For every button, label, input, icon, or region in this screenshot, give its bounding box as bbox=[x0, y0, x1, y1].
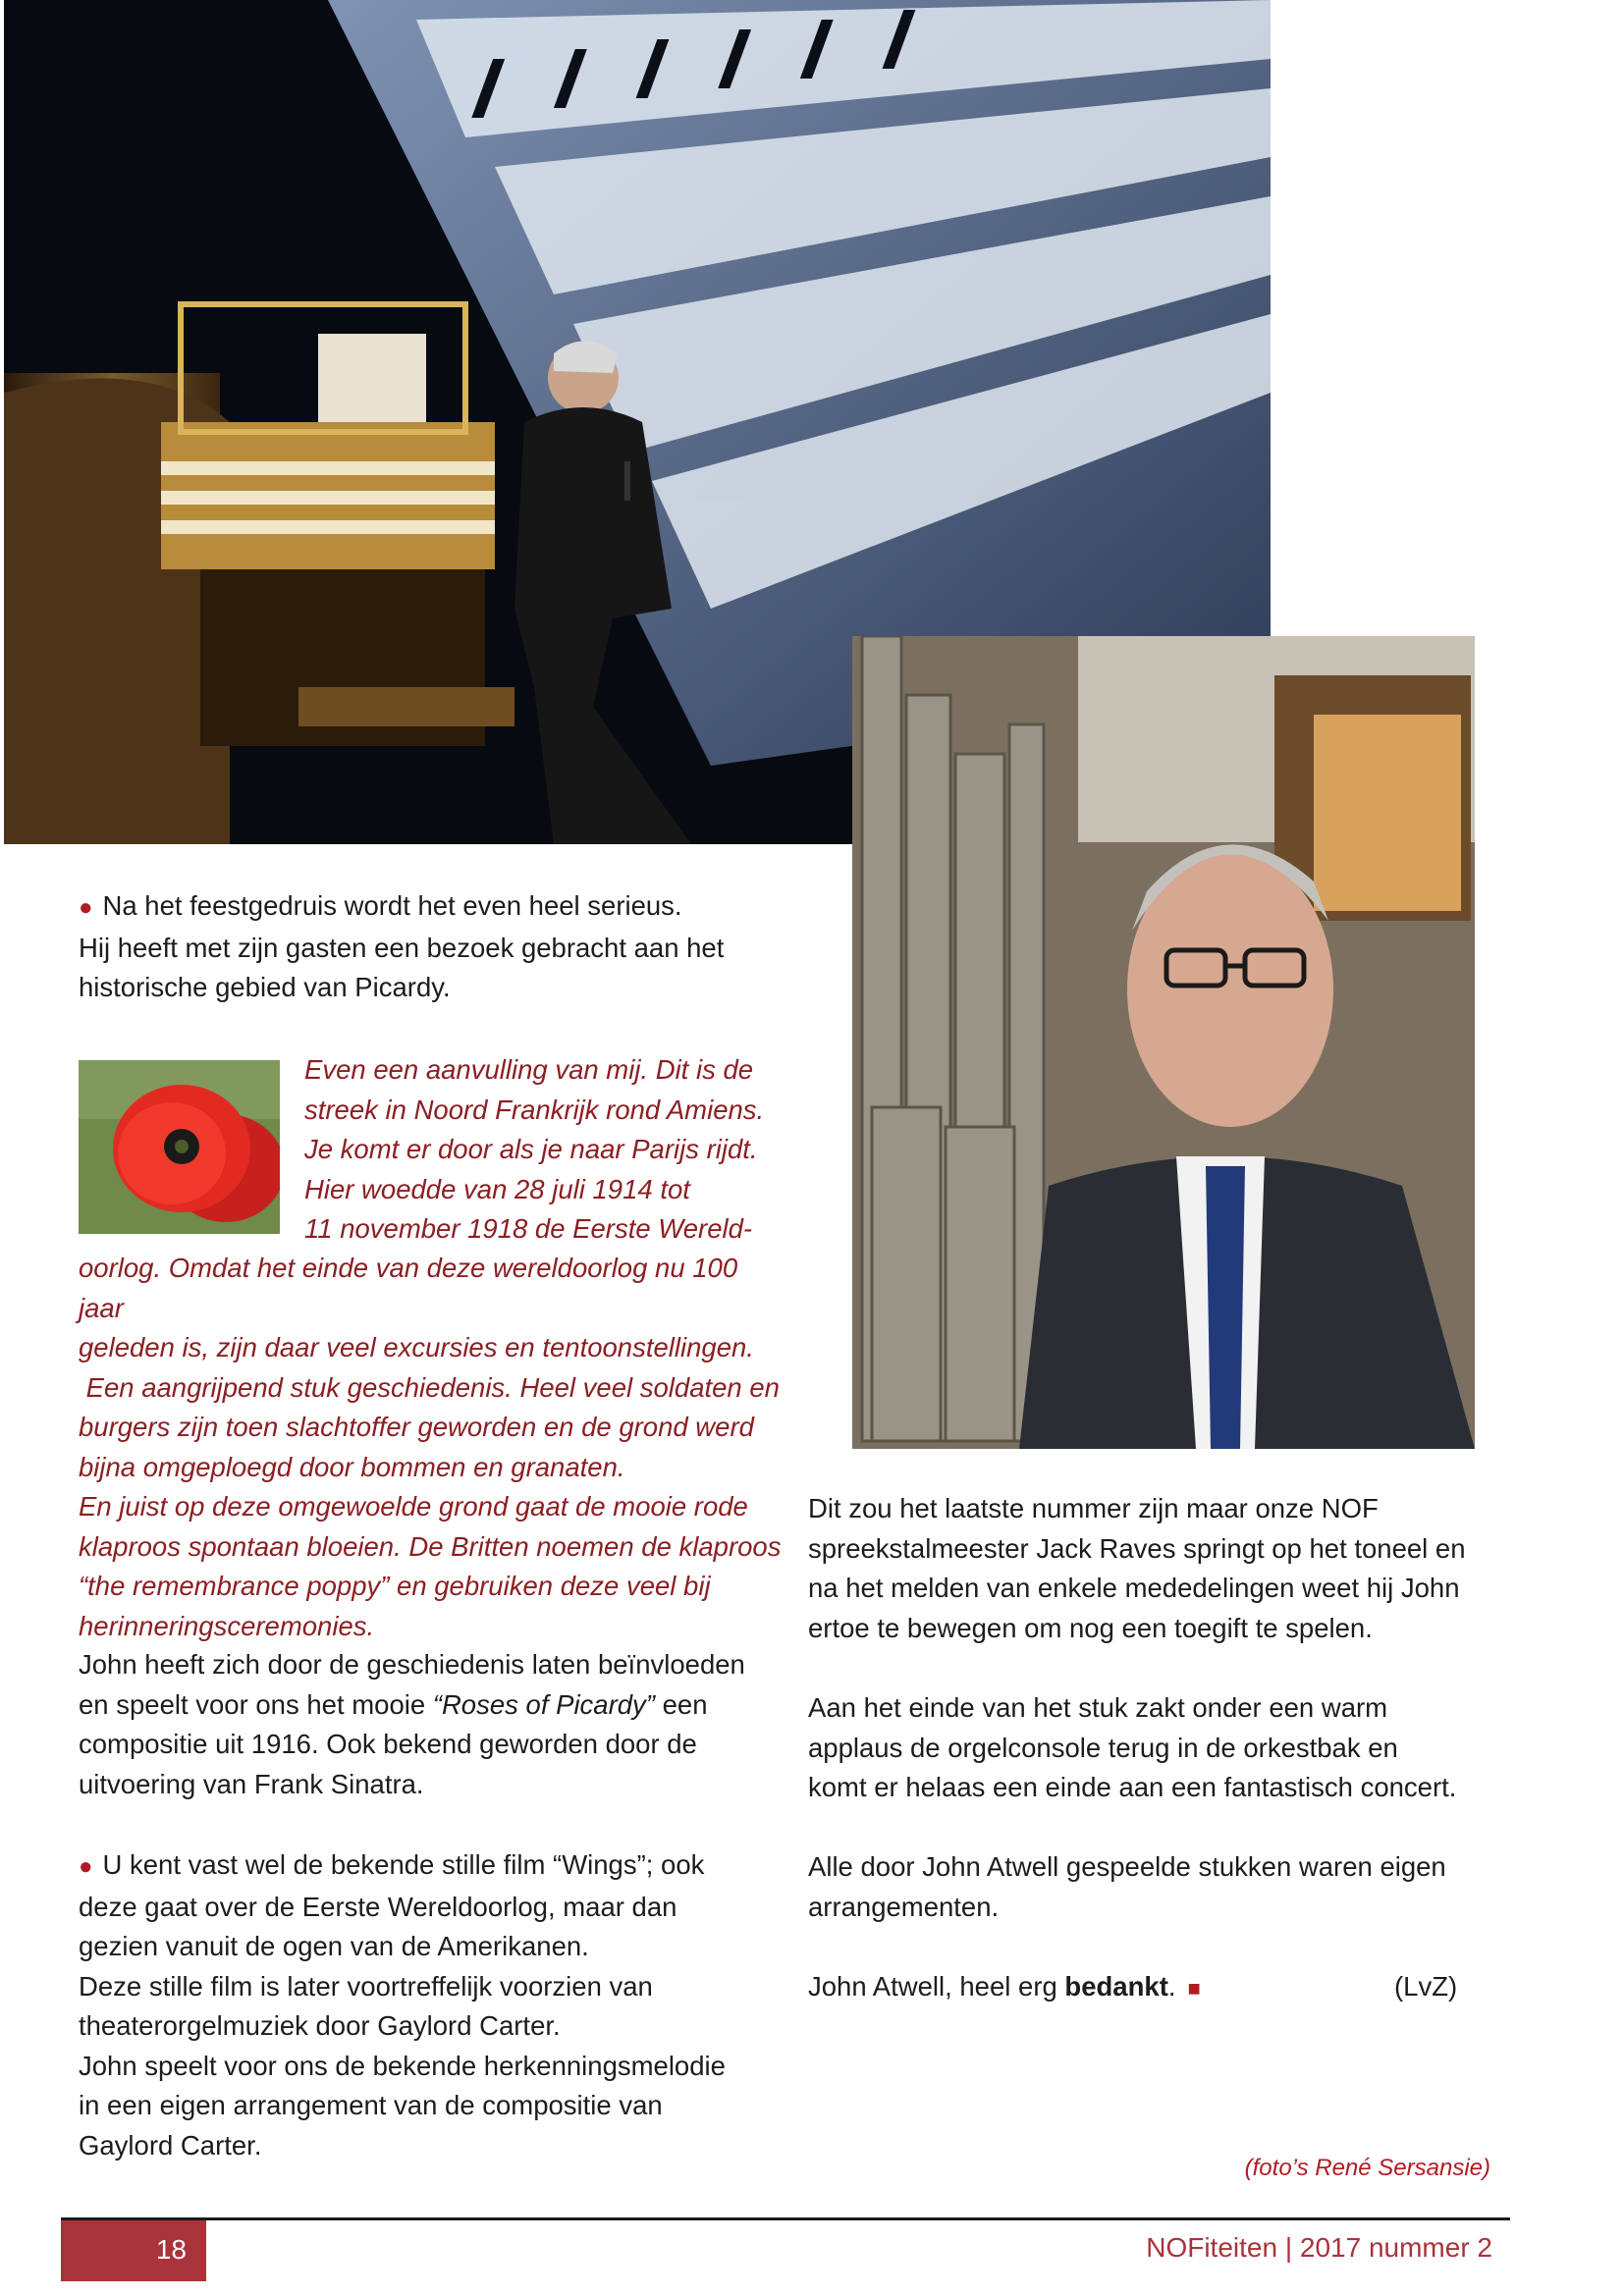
author-signature: (LvZ) bbox=[1394, 1971, 1458, 2002]
page-number: 18 bbox=[155, 2234, 187, 2265]
poppy-note-top: Even een aanvulling van mij. Dit is de streek in Noord Frankrijk rond Amiens. Je komt er door als je naar Parijs rijdt. Hier woedde van 28 juli 1914 tot 11 november 1918 de Eerste Wereld- bbox=[304, 1054, 765, 1244]
page-number-box bbox=[61, 2220, 206, 2281]
ending-paragraph: Aan het einde van het stuk zakt onder een warm applaus de orgelconsole terug in de orkestbak en komt er helaas een einde aan een fantastisch concert. bbox=[808, 1692, 1457, 1802]
end-mark-icon: ■ bbox=[1187, 1976, 1201, 2001]
photo-credit: (foto’s René Sersansie) bbox=[1244, 2155, 1490, 2181]
bullet-icon: ● bbox=[79, 1853, 93, 1880]
poppy-photo bbox=[79, 1060, 280, 1234]
bullet-icon: ● bbox=[79, 894, 93, 921]
encore-paragraph: Dit zou het laatste nummer zijn maar onze NOF spreekstalmeester Jack Raves springt op het toneel en na het melden van enkele mededelingen weet hij John ertoe te bewegen om nog een toegift te spelen. bbox=[808, 1493, 1466, 1643]
footer-rule bbox=[61, 2217, 1510, 2220]
song-title: “Roses of Picardy” bbox=[432, 1688, 655, 1720]
poppy-note-continued: oorlog. Omdat het einde van deze wereldoorlog nu 100 jaar geleden is, zijn daar veel excursies en tentoonstellingen. Een aangrijpend stuk geschiedenis. Heel veel soldaten en burgers zijn toen slachtoffer geworden en de grond werd bijna omgeploegd door bommen en granaten. En juist op deze omgewoelde grond gaat de mooie rode klaproos spontaan bloeien. De Britten noemen de klaproos “the remembrance poppy” en gebruiken deze veel bij herinneringsceremonies. bbox=[79, 1253, 782, 1641]
arrangements-paragraph: Alle door John Atwell gespeelde stukken waren eigen arrangementen. bbox=[808, 1851, 1446, 1922]
wings-paragraph: ● U kent vast wel de bekende stille film “Wings”; ook deze gaat over de Eerste Wereldoorlog, maar dan gezien vanuit de ogen van de Amerikanen. Deze stille film is later voortreffelijk voorzien van theaterorgelmuziek door Gaylord Carter. John speelt voor ons de bekende herkenningsmelodie in een eigen arrangement van de compositie van Gaylord Carter. bbox=[79, 1849, 726, 2161]
closing-line: John Atwell, heel erg bedankt. ■ bbox=[808, 1971, 1201, 2002]
portrait-photo bbox=[852, 636, 1475, 1449]
journal-footer: NOFiteiten | 2017 nummer 2 bbox=[1146, 2232, 1492, 2263]
intro-paragraph: ● Na het feestgedruis wordt het even heel serieus. Hij heeft met zijn gasten een bezoek gebracht aan het historische gebied van Picardy. bbox=[79, 890, 725, 1002]
roses-paragraph: John heeft zich door de geschiedenis laten beïnvloeden en speelt voor ons het mooie “Roses of Picardy” een compositie uit 1916. Ook bekend geworden door de uitvoering van Frank Sinatra. bbox=[79, 1649, 745, 1799]
